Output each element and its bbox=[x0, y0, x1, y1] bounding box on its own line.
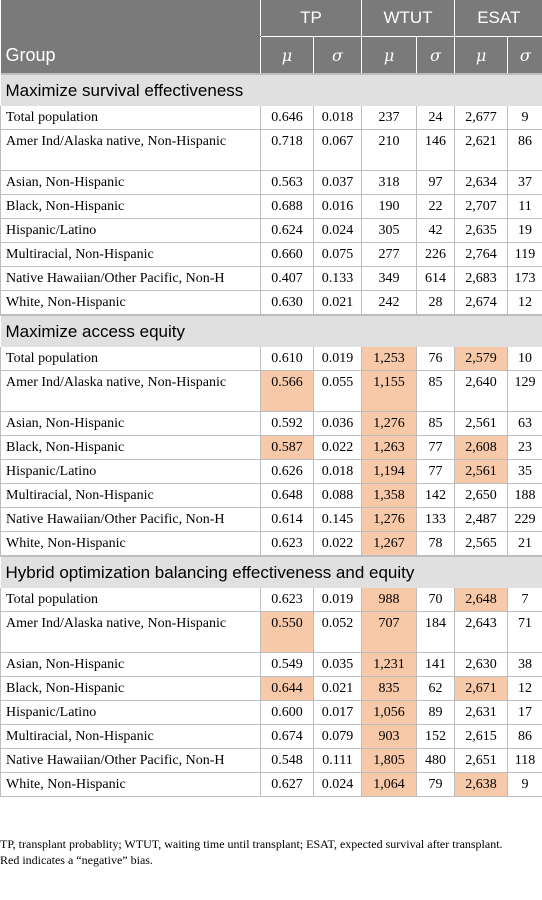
group-cell: White, Non-Hispanic bbox=[1, 532, 261, 557]
table-row bbox=[1, 267, 542, 291]
group-cell: Multiracial, Non-Hispanic bbox=[1, 243, 261, 267]
group-cell: Total population bbox=[1, 347, 261, 371]
value-cell: 71 bbox=[508, 612, 542, 653]
group-cell: Multiracial, Non-Hispanic bbox=[1, 725, 261, 749]
value-cell: 0.037 bbox=[314, 171, 362, 195]
header-esat-mu: μ bbox=[455, 37, 508, 75]
value-cell: 78 bbox=[417, 532, 455, 557]
value-cell: 988 bbox=[362, 588, 417, 612]
value-cell: 0.627 bbox=[261, 773, 314, 797]
value-cell: 0.610 bbox=[261, 347, 314, 371]
value-cell: 12 bbox=[508, 677, 542, 701]
value-cell: 2,707 bbox=[455, 195, 508, 219]
value-cell: 28 bbox=[417, 291, 455, 316]
value-cell: 2,565 bbox=[455, 532, 508, 557]
value-cell: 0.079 bbox=[314, 725, 362, 749]
header-esat-sigma: σ bbox=[508, 37, 542, 75]
value-cell: 1,064 bbox=[362, 773, 417, 797]
table-row bbox=[1, 371, 542, 412]
value-cell: 1,056 bbox=[362, 701, 417, 725]
value-cell: 9 bbox=[508, 106, 542, 130]
table-row bbox=[1, 436, 542, 460]
group-cell: Hispanic/Latino bbox=[1, 701, 261, 725]
value-cell: 22 bbox=[417, 195, 455, 219]
value-cell: 0.055 bbox=[314, 371, 362, 412]
value-cell: 0.550 bbox=[261, 612, 314, 653]
value-cell: 17 bbox=[508, 701, 542, 725]
value-cell: 190 bbox=[362, 195, 417, 219]
table-row bbox=[1, 773, 542, 797]
value-cell: 0.133 bbox=[314, 267, 362, 291]
header-group: Group bbox=[1, 37, 261, 75]
value-cell: 79 bbox=[417, 773, 455, 797]
footnote-legend: Red indicates a “negative” bias. bbox=[0, 853, 153, 867]
value-cell: 1,276 bbox=[362, 508, 417, 532]
value-cell: 85 bbox=[417, 412, 455, 436]
value-cell: 2,650 bbox=[455, 484, 508, 508]
value-cell: 77 bbox=[417, 436, 455, 460]
table-row bbox=[1, 701, 542, 725]
value-cell: 0.563 bbox=[261, 171, 314, 195]
value-cell: 2,764 bbox=[455, 243, 508, 267]
group-cell: Asian, Non-Hispanic bbox=[1, 653, 261, 677]
value-cell: 1,805 bbox=[362, 749, 417, 773]
value-cell: 89 bbox=[417, 701, 455, 725]
value-cell: 0.088 bbox=[314, 484, 362, 508]
header-tp: TP bbox=[261, 0, 362, 37]
value-cell: 2,643 bbox=[455, 612, 508, 653]
value-cell: 2,631 bbox=[455, 701, 508, 725]
value-cell: 1,231 bbox=[362, 653, 417, 677]
value-cell: 38 bbox=[508, 653, 542, 677]
value-cell: 2,648 bbox=[455, 588, 508, 612]
value-cell: 480 bbox=[417, 749, 455, 773]
value-cell: 237 bbox=[362, 106, 417, 130]
value-cell: 152 bbox=[417, 725, 455, 749]
value-cell: 0.067 bbox=[314, 130, 362, 171]
value-cell: 2,677 bbox=[455, 106, 508, 130]
value-cell: 614 bbox=[417, 267, 455, 291]
value-cell: 305 bbox=[362, 219, 417, 243]
value-cell: 2,638 bbox=[455, 773, 508, 797]
value-cell: 0.022 bbox=[314, 436, 362, 460]
group-cell: Native Hawaiian/Other Pacific, Non-H bbox=[1, 267, 261, 291]
value-cell: 118 bbox=[508, 749, 542, 773]
group-cell: Black, Non-Hispanic bbox=[1, 436, 261, 460]
table-row bbox=[1, 243, 542, 267]
value-cell: 0.036 bbox=[314, 412, 362, 436]
group-cell: Asian, Non-Hispanic bbox=[1, 171, 261, 195]
value-cell: 707 bbox=[362, 612, 417, 653]
table-row bbox=[1, 412, 542, 436]
value-cell: 0.592 bbox=[261, 412, 314, 436]
value-cell: 35 bbox=[508, 460, 542, 484]
value-cell: 37 bbox=[508, 171, 542, 195]
value-cell: 0.018 bbox=[314, 460, 362, 484]
group-cell: Amer Ind/Alaska native, Non-Hispanic bbox=[1, 371, 261, 412]
header-wtut-sigma: σ bbox=[417, 37, 455, 75]
value-cell: 7 bbox=[508, 588, 542, 612]
value-cell: 210 bbox=[362, 130, 417, 171]
value-cell: 0.016 bbox=[314, 195, 362, 219]
value-cell: 2,683 bbox=[455, 267, 508, 291]
header-esat: ESAT bbox=[455, 0, 542, 37]
section-header bbox=[1, 556, 542, 588]
table-row bbox=[1, 612, 542, 653]
table-row bbox=[1, 588, 542, 612]
value-cell: 0.688 bbox=[261, 195, 314, 219]
value-cell: 242 bbox=[362, 291, 417, 316]
table-row bbox=[1, 291, 542, 316]
value-cell: 97 bbox=[417, 171, 455, 195]
table-row bbox=[1, 171, 542, 195]
value-cell: 86 bbox=[508, 725, 542, 749]
table-row bbox=[1, 725, 542, 749]
value-cell: 1,263 bbox=[362, 436, 417, 460]
value-cell: 0.644 bbox=[261, 677, 314, 701]
group-cell: Hispanic/Latino bbox=[1, 460, 261, 484]
value-cell: 86 bbox=[508, 130, 542, 171]
value-cell: 226 bbox=[417, 243, 455, 267]
value-cell: 2,674 bbox=[455, 291, 508, 316]
value-cell: 76 bbox=[417, 347, 455, 371]
value-cell: 277 bbox=[362, 243, 417, 267]
section-header bbox=[1, 74, 542, 106]
value-cell: 0.017 bbox=[314, 701, 362, 725]
value-cell: 1,358 bbox=[362, 484, 417, 508]
value-cell: 188 bbox=[508, 484, 542, 508]
value-cell: 119 bbox=[508, 243, 542, 267]
value-cell: 903 bbox=[362, 725, 417, 749]
table-row bbox=[1, 130, 542, 171]
value-cell: 1,253 bbox=[362, 347, 417, 371]
value-cell: 0.660 bbox=[261, 243, 314, 267]
section-header bbox=[1, 315, 542, 347]
value-cell: 2,579 bbox=[455, 347, 508, 371]
value-cell: 0.407 bbox=[261, 267, 314, 291]
group-cell: Black, Non-Hispanic bbox=[1, 677, 261, 701]
value-cell: 21 bbox=[508, 532, 542, 557]
value-cell: 77 bbox=[417, 460, 455, 484]
footnote-abbreviations: TP, transplant probablity; WTUT, waiting time until transplant; ESAT, expected survival after transplant. bbox=[0, 837, 503, 851]
value-cell: 0.145 bbox=[314, 508, 362, 532]
group-cell: Total population bbox=[1, 588, 261, 612]
group-cell: Hispanic/Latino bbox=[1, 219, 261, 243]
value-cell: 2,635 bbox=[455, 219, 508, 243]
value-cell: 42 bbox=[417, 219, 455, 243]
value-cell: 0.626 bbox=[261, 460, 314, 484]
group-cell: Amer Ind/Alaska native, Non-Hispanic bbox=[1, 130, 261, 171]
group-cell: Black, Non-Hispanic bbox=[1, 195, 261, 219]
header-group-spacer bbox=[1, 0, 261, 37]
value-cell: 2,640 bbox=[455, 371, 508, 412]
value-cell: 2,608 bbox=[455, 436, 508, 460]
value-cell: 0.623 bbox=[261, 532, 314, 557]
header-wtut: WTUT bbox=[362, 0, 455, 37]
value-cell: 0.052 bbox=[314, 612, 362, 653]
header-wtut-mu: μ bbox=[362, 37, 417, 75]
value-cell: 2,630 bbox=[455, 653, 508, 677]
value-cell: 0.549 bbox=[261, 653, 314, 677]
group-cell: Total population bbox=[1, 106, 261, 130]
value-cell: 70 bbox=[417, 588, 455, 612]
table-row bbox=[1, 532, 542, 557]
value-cell: 2,651 bbox=[455, 749, 508, 773]
value-cell: 0.111 bbox=[314, 749, 362, 773]
table-footnotes bbox=[0, 836, 542, 868]
value-cell: 1,267 bbox=[362, 532, 417, 557]
value-cell: 0.566 bbox=[261, 371, 314, 412]
value-cell: 2,561 bbox=[455, 412, 508, 436]
value-cell: 0.624 bbox=[261, 219, 314, 243]
value-cell: 0.024 bbox=[314, 773, 362, 797]
section-title: Maximize survival effectiveness bbox=[1, 74, 542, 106]
value-cell: 10 bbox=[508, 347, 542, 371]
value-cell: 184 bbox=[417, 612, 455, 653]
table-row bbox=[1, 106, 542, 130]
value-cell: 0.648 bbox=[261, 484, 314, 508]
value-cell: 2,621 bbox=[455, 130, 508, 171]
group-cell: Native Hawaiian/Other Pacific, Non-H bbox=[1, 508, 261, 532]
value-cell: 0.075 bbox=[314, 243, 362, 267]
value-cell: 0.587 bbox=[261, 436, 314, 460]
value-cell: 0.600 bbox=[261, 701, 314, 725]
value-cell: 133 bbox=[417, 508, 455, 532]
group-cell: Native Hawaiian/Other Pacific, Non-H bbox=[1, 749, 261, 773]
group-cell: Amer Ind/Alaska native, Non-Hispanic bbox=[1, 612, 261, 653]
value-cell: 229 bbox=[508, 508, 542, 532]
value-cell: 0.021 bbox=[314, 291, 362, 316]
value-cell: 349 bbox=[362, 267, 417, 291]
value-cell: 0.019 bbox=[314, 588, 362, 612]
value-cell: 1,194 bbox=[362, 460, 417, 484]
value-cell: 2,671 bbox=[455, 677, 508, 701]
table-row bbox=[1, 195, 542, 219]
table-header bbox=[1, 0, 542, 74]
value-cell: 0.035 bbox=[314, 653, 362, 677]
value-cell: 0.674 bbox=[261, 725, 314, 749]
table-row bbox=[1, 749, 542, 773]
table-row bbox=[1, 677, 542, 701]
value-cell: 2,561 bbox=[455, 460, 508, 484]
value-cell: 63 bbox=[508, 412, 542, 436]
value-cell: 173 bbox=[508, 267, 542, 291]
value-cell: 11 bbox=[508, 195, 542, 219]
value-cell: 0.623 bbox=[261, 588, 314, 612]
table-row bbox=[1, 460, 542, 484]
value-cell: 142 bbox=[417, 484, 455, 508]
table-row bbox=[1, 484, 542, 508]
value-cell: 0.021 bbox=[314, 677, 362, 701]
table-row bbox=[1, 347, 542, 371]
group-cell: White, Non-Hispanic bbox=[1, 773, 261, 797]
group-cell: White, Non-Hispanic bbox=[1, 291, 261, 316]
value-cell: 0.630 bbox=[261, 291, 314, 316]
value-cell: 318 bbox=[362, 171, 417, 195]
value-cell: 0.018 bbox=[314, 106, 362, 130]
value-cell: 0.646 bbox=[261, 106, 314, 130]
value-cell: 85 bbox=[417, 371, 455, 412]
table-body bbox=[1, 74, 542, 797]
value-cell: 1,276 bbox=[362, 412, 417, 436]
header-tp-mu: μ bbox=[261, 37, 314, 75]
header-tp-sigma: σ bbox=[314, 37, 362, 75]
value-cell: 2,615 bbox=[455, 725, 508, 749]
value-cell: 24 bbox=[417, 106, 455, 130]
value-cell: 146 bbox=[417, 130, 455, 171]
value-cell: 0.022 bbox=[314, 532, 362, 557]
value-cell: 12 bbox=[508, 291, 542, 316]
section-title: Maximize access equity bbox=[1, 315, 542, 347]
table-row bbox=[1, 219, 542, 243]
value-cell: 0.614 bbox=[261, 508, 314, 532]
value-cell: 2,634 bbox=[455, 171, 508, 195]
value-cell: 9 bbox=[508, 773, 542, 797]
value-cell: 835 bbox=[362, 677, 417, 701]
value-cell: 19 bbox=[508, 219, 542, 243]
group-cell: Multiracial, Non-Hispanic bbox=[1, 484, 261, 508]
section-title: Hybrid optimization balancing effectiveness and equity bbox=[1, 556, 542, 588]
value-cell: 23 bbox=[508, 436, 542, 460]
value-cell: 0.024 bbox=[314, 219, 362, 243]
table-row bbox=[1, 653, 542, 677]
value-cell: 62 bbox=[417, 677, 455, 701]
value-cell: 0.548 bbox=[261, 749, 314, 773]
value-cell: 129 bbox=[508, 371, 542, 412]
value-cell: 2,487 bbox=[455, 508, 508, 532]
group-cell: Asian, Non-Hispanic bbox=[1, 412, 261, 436]
table-row bbox=[1, 508, 542, 532]
value-cell: 141 bbox=[417, 653, 455, 677]
value-cell: 1,155 bbox=[362, 371, 417, 412]
value-cell: 0.718 bbox=[261, 130, 314, 171]
value-cell: 0.019 bbox=[314, 347, 362, 371]
